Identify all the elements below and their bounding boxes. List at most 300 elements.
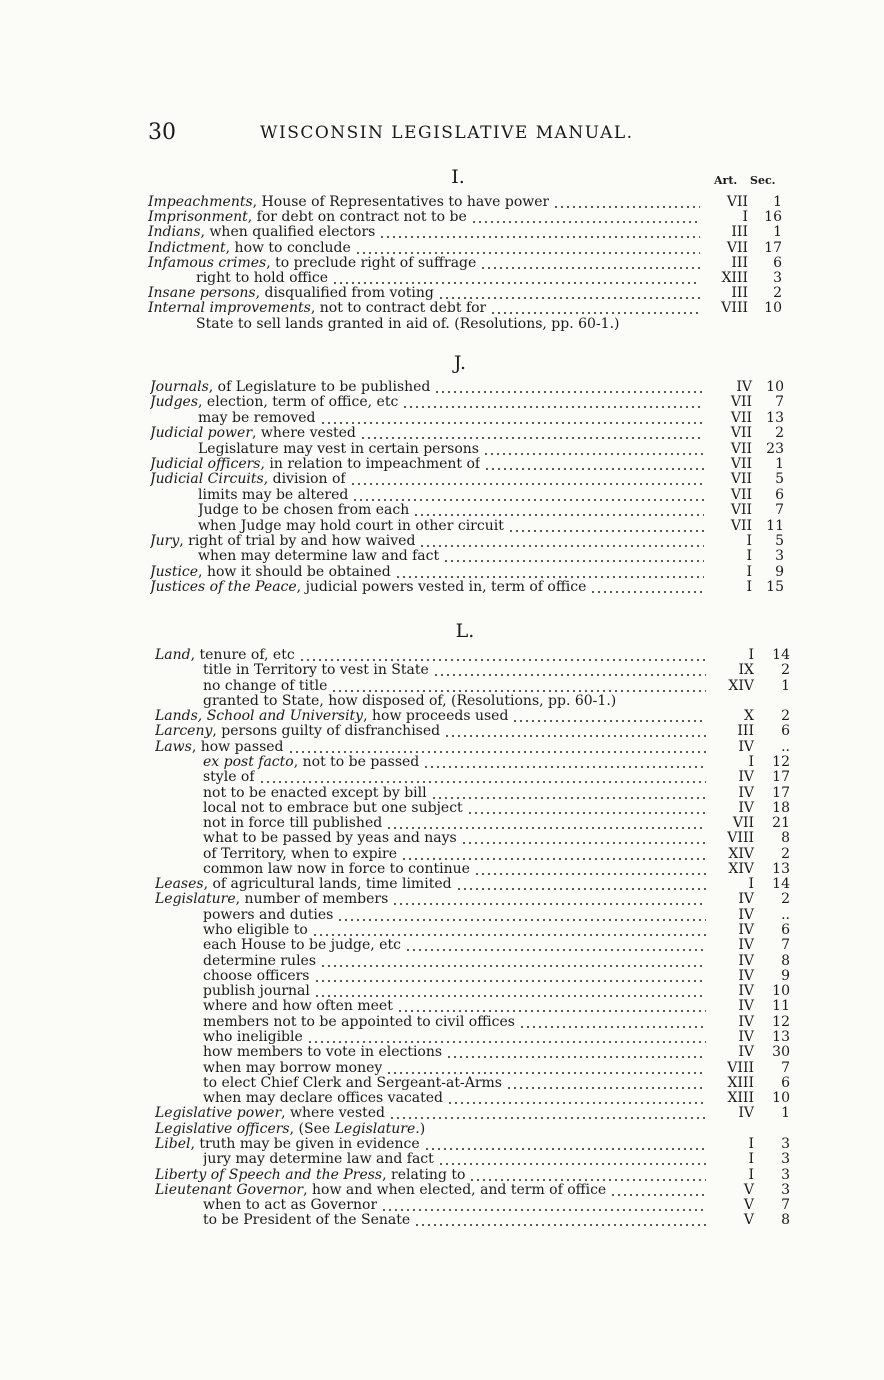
entry-description: limits may be altered xyxy=(198,487,349,503)
entry-description: , of agricultural lands, time limited xyxy=(203,877,452,893)
leader-dots xyxy=(484,468,704,470)
index-entry xyxy=(0,256,884,271)
article-number: XIV xyxy=(728,860,754,877)
section-number: 2 xyxy=(781,891,790,908)
leader-dots xyxy=(461,842,706,844)
section-number: 7 xyxy=(781,1059,790,1076)
leader-dots xyxy=(444,735,706,737)
leader-dots xyxy=(312,934,706,936)
entry-text xyxy=(198,503,409,518)
entry-term: Legislature xyxy=(155,892,236,908)
entry-description: State to sell lands granted in aid of. (Resolutions, pp. 60-1.) xyxy=(196,316,620,332)
index-entry xyxy=(0,786,884,801)
section-number: 3 xyxy=(781,1181,790,1198)
entry-term: Judicial Circuits xyxy=(150,472,264,488)
entry-text xyxy=(155,724,440,739)
entry-description: members not to be appointed to civil offices xyxy=(203,1014,515,1030)
entry-term: Land xyxy=(155,648,191,663)
entry-term: Legislative officers xyxy=(155,1121,290,1137)
entry-description: , persons guilty of disfranchised xyxy=(212,724,441,740)
entry-text xyxy=(150,565,391,580)
leader-dots xyxy=(508,530,704,532)
index-entry xyxy=(0,317,884,332)
entry-description: right to hold office xyxy=(196,271,329,286)
section-number: 3 xyxy=(775,548,784,565)
index-entry xyxy=(0,1152,884,1167)
entry-description: who eligible to xyxy=(203,923,308,939)
article-number: XIII xyxy=(721,270,748,286)
entry-text xyxy=(203,831,457,846)
index-entry xyxy=(0,663,884,678)
leader-dots xyxy=(288,751,706,753)
section-number: 6 xyxy=(773,254,782,271)
entry-text xyxy=(203,954,316,969)
article-number: VII xyxy=(730,502,752,519)
index-entry xyxy=(0,426,884,441)
article-number: IV xyxy=(738,998,754,1015)
section-letter: J. xyxy=(453,352,467,374)
entry-term: Legislative power xyxy=(155,1106,282,1122)
article-number: IV xyxy=(738,1044,754,1061)
leader-dots xyxy=(431,797,706,799)
index-entry xyxy=(0,380,884,395)
article-number: I xyxy=(746,579,752,596)
entry-description: , when qualified electors xyxy=(200,225,376,241)
leader-dots xyxy=(446,1056,706,1058)
section-number: 7 xyxy=(775,502,784,519)
entry-description: , not to be passed xyxy=(293,754,420,770)
entry-description: when to act as Governor xyxy=(203,1198,378,1214)
index-entry xyxy=(0,395,884,410)
entry-text xyxy=(203,1152,434,1167)
index-entry xyxy=(0,1122,884,1137)
section-number: 5 xyxy=(775,471,784,488)
section-number: 7 xyxy=(781,937,790,954)
article-number: IV xyxy=(738,922,754,939)
index-entry xyxy=(0,1045,884,1060)
article-number: VII xyxy=(730,486,752,503)
section-number: 13 xyxy=(772,1029,790,1045)
section-number: 2 xyxy=(781,708,790,725)
entry-description: , election, term of office, etc xyxy=(198,395,399,411)
article-number: V xyxy=(743,1197,754,1214)
entry-text xyxy=(203,938,401,953)
index-entry xyxy=(0,301,884,316)
section-number: 18 xyxy=(772,799,790,816)
leader-dots xyxy=(506,1087,706,1089)
entry-text xyxy=(150,534,415,549)
leader-dots xyxy=(360,437,704,439)
entry-term: Liberty of Speech and the Press xyxy=(155,1167,383,1183)
section-number: 1 xyxy=(775,456,784,472)
entry-text xyxy=(150,580,586,595)
index-entry xyxy=(0,770,884,785)
entry-description: publish journal xyxy=(203,984,310,1000)
entry-description: may be removed xyxy=(198,410,316,426)
entry-description: to be President of the Senate xyxy=(203,1213,411,1229)
entry-text xyxy=(148,195,549,210)
entry-text xyxy=(203,786,427,801)
section-number: 3 xyxy=(781,1135,790,1152)
entry-text xyxy=(203,694,616,709)
entry-description: , to preclude right of suffrage xyxy=(266,255,477,271)
entry-description: , how and when elected, and term of office xyxy=(303,1182,607,1198)
entry-text xyxy=(203,1213,410,1228)
entry-description: jury may determine law and fact xyxy=(203,1152,434,1168)
entry-text xyxy=(155,648,295,663)
leader-dots xyxy=(443,560,704,562)
article-number: VII xyxy=(730,394,752,411)
section-number: 23 xyxy=(766,440,784,457)
column-header-art: Art. xyxy=(714,174,738,187)
entry-description: Judge to be chosen from each xyxy=(198,503,410,519)
article-number: X xyxy=(744,708,754,725)
section-number: 2 xyxy=(775,425,784,442)
index-entry xyxy=(0,580,884,595)
entry-description: , number of members xyxy=(235,892,389,908)
article-number: IV xyxy=(738,769,754,786)
index-entry xyxy=(0,954,884,969)
section-number: 2 xyxy=(781,845,790,862)
article-number: I xyxy=(746,563,752,580)
entry-description-tail: ) xyxy=(419,1121,426,1137)
entry-text xyxy=(203,1015,515,1030)
entry-text xyxy=(198,442,479,457)
entry-description: , tenure of, etc xyxy=(190,648,295,663)
index-entry xyxy=(0,549,884,564)
index-entry xyxy=(0,1061,884,1076)
entry-text xyxy=(203,984,310,999)
index-entry xyxy=(0,724,884,739)
index-entry xyxy=(0,709,884,724)
index-entry xyxy=(0,999,884,1014)
entry-description: common law now in force to continue xyxy=(203,861,470,877)
leader-dots xyxy=(483,453,704,455)
leader-dots xyxy=(610,1194,706,1196)
leader-dots xyxy=(471,221,700,223)
index-entry xyxy=(0,877,884,892)
entry-text xyxy=(198,519,504,534)
entry-text xyxy=(203,770,255,785)
entry-text xyxy=(198,549,439,564)
index-entry xyxy=(0,801,884,816)
index-entry xyxy=(0,816,884,831)
article-number: IV xyxy=(738,891,754,908)
leader-dots xyxy=(590,591,704,593)
article-number: VII xyxy=(730,471,752,488)
section-number: 17 xyxy=(772,769,790,786)
entry-description: what to be passed by yeas and nays xyxy=(203,831,457,847)
entry-text xyxy=(203,847,397,862)
leader-dots xyxy=(389,1117,706,1119)
article-number: I xyxy=(748,647,754,663)
entry-text xyxy=(203,908,333,923)
section-number: 10 xyxy=(772,1090,790,1107)
entry-description: local not to embrace but one subject xyxy=(203,800,463,816)
index-entry xyxy=(0,679,884,694)
entry-text xyxy=(150,380,430,395)
leader-dots xyxy=(423,766,706,768)
entry-text xyxy=(203,923,308,938)
entry-term: Libel xyxy=(155,1136,191,1152)
section-number: 11 xyxy=(766,517,784,534)
index-entry xyxy=(0,1076,884,1091)
entry-text xyxy=(203,1198,377,1213)
leader-dots xyxy=(434,391,704,393)
leader-dots xyxy=(355,252,700,254)
article-number: IV xyxy=(738,983,754,1000)
section-number: 11 xyxy=(772,998,790,1015)
entry-description: Legislature may vest in certain persons xyxy=(198,441,479,457)
section-number: 6 xyxy=(781,1074,790,1091)
leader-dots xyxy=(395,576,704,578)
leader-dots xyxy=(379,236,700,238)
article-number: VIII xyxy=(721,300,748,317)
entry-description: when may borrow money xyxy=(203,1060,383,1076)
index-entry xyxy=(0,472,884,487)
index-entry xyxy=(0,534,884,549)
index-entry xyxy=(0,694,884,709)
section-number: 12 xyxy=(772,753,790,770)
entry-text xyxy=(203,801,463,816)
entry-term: Justices of the Peace xyxy=(150,580,297,596)
section-number: 7 xyxy=(775,394,784,411)
section-number: 6 xyxy=(781,723,790,740)
section-number: 6 xyxy=(775,486,784,503)
entry-description: , judicial powers vested in, term of office xyxy=(296,580,587,596)
article-number: III xyxy=(731,285,748,302)
section-number: 1 xyxy=(781,1105,790,1122)
section-number: 15 xyxy=(766,579,784,596)
entry-term: ex post facto xyxy=(203,754,294,770)
leader-dots xyxy=(386,1072,706,1074)
entry-description: , not to contract debt for xyxy=(310,301,487,317)
index-entry xyxy=(0,442,884,457)
section-number: 13 xyxy=(766,409,784,426)
section-number: 12 xyxy=(772,1013,790,1030)
article-number: III xyxy=(731,254,748,271)
leader-dots xyxy=(320,422,704,424)
entry-term: Insane persons xyxy=(148,286,256,302)
entry-description: not to be enacted except by bill xyxy=(203,785,427,801)
index-entry xyxy=(0,908,884,923)
article-number: IV xyxy=(738,1105,754,1122)
entry-term: Lands, School and University xyxy=(155,709,364,725)
section-number: 10 xyxy=(772,983,790,1000)
entry-description: , how proceeds used xyxy=(363,709,509,725)
section-number: 2 xyxy=(781,662,790,679)
index-entry xyxy=(0,1213,884,1228)
leader-dots xyxy=(433,674,706,676)
entry-description: of Territory, when to expire xyxy=(203,846,398,862)
section-number: 10 xyxy=(766,379,784,395)
section-number: 10 xyxy=(764,300,782,317)
section-number: .. xyxy=(781,738,790,755)
article-number: IV xyxy=(738,952,754,969)
index-entry xyxy=(0,923,884,938)
article-number: VII xyxy=(730,456,752,472)
article-number: IV xyxy=(738,1029,754,1045)
section-number: 14 xyxy=(772,876,790,893)
leader-dots xyxy=(480,267,700,269)
entry-text xyxy=(155,1183,606,1198)
article-number: VII xyxy=(730,409,752,426)
entry-description: , division of xyxy=(263,472,346,488)
leader-dots xyxy=(386,827,706,829)
entry-text xyxy=(150,426,356,441)
entry-term: Internal improvements xyxy=(148,301,311,317)
entry-description: , (See xyxy=(289,1121,335,1137)
page-number: 30 xyxy=(148,120,176,145)
entry-text xyxy=(155,877,452,892)
entry-description: each House to be judge, etc xyxy=(203,938,401,954)
index-entry xyxy=(0,241,884,256)
index-entry xyxy=(0,831,884,846)
article-number: IV xyxy=(738,967,754,984)
section-number: 13 xyxy=(772,860,790,877)
index-entry xyxy=(0,1183,884,1198)
entry-term: Jury xyxy=(150,534,180,549)
entry-description: when may declare offices vacated xyxy=(203,1091,444,1107)
entry-term: Impeachments xyxy=(148,195,253,210)
entry-description: when Judge may hold court in other circuit xyxy=(198,518,504,534)
column-header-sec: Sec. xyxy=(750,174,776,187)
leader-dots xyxy=(405,949,706,951)
article-number: III xyxy=(737,723,754,740)
entry-description: how members to vote in elections xyxy=(203,1045,443,1061)
index-entry xyxy=(0,969,884,984)
entry-description: style of xyxy=(203,770,255,786)
article-number: I xyxy=(748,876,754,893)
leader-dots xyxy=(438,297,700,299)
entry-description: who ineligible xyxy=(203,1030,303,1045)
leader-dots xyxy=(438,1163,706,1165)
index-entry xyxy=(0,503,884,518)
index-entry xyxy=(0,938,884,953)
article-number: VIII xyxy=(727,1059,754,1076)
section-number: 8 xyxy=(781,952,790,969)
entry-text xyxy=(196,317,620,332)
entry-description: choose officers xyxy=(203,968,310,984)
leader-dots xyxy=(350,483,704,485)
entry-text xyxy=(148,225,375,240)
leader-dots xyxy=(419,545,704,547)
index-entry xyxy=(0,225,884,240)
entry-term-ref: Legislature. xyxy=(334,1121,420,1137)
index-entry xyxy=(0,271,884,286)
article-number: IV xyxy=(738,1013,754,1030)
leader-dots xyxy=(512,720,706,722)
article-number: VII xyxy=(730,425,752,442)
entry-description: when may determine law and fact xyxy=(198,549,440,565)
leader-dots xyxy=(414,1224,706,1226)
entry-description: determine rules xyxy=(203,953,317,969)
section-letter: I. xyxy=(451,166,465,188)
entry-term: Judicial officers xyxy=(150,457,261,472)
entry-text xyxy=(155,1168,465,1183)
entry-text xyxy=(203,663,429,678)
section-number: 3 xyxy=(781,1166,790,1183)
article-number: VII xyxy=(732,815,754,832)
entry-term: Larceny xyxy=(155,724,213,740)
index-entry xyxy=(0,984,884,999)
entry-description: not in force till published xyxy=(203,816,383,832)
article-number: VII xyxy=(730,517,752,534)
article-number: XIII xyxy=(727,1090,754,1107)
leader-dots xyxy=(490,312,700,314)
article-number: I xyxy=(748,753,754,770)
article-number: IV xyxy=(738,906,754,923)
entry-description: , how to conclude xyxy=(225,240,351,256)
entry-text xyxy=(203,816,382,831)
entry-text xyxy=(150,472,346,487)
index-entry xyxy=(0,1198,884,1213)
article-number: VII xyxy=(730,440,752,457)
article-number: IV xyxy=(738,937,754,954)
article-number: VIII xyxy=(727,830,754,847)
entry-text xyxy=(203,969,310,984)
index-entry xyxy=(0,1030,884,1045)
article-number: XIV xyxy=(728,845,754,862)
entry-term: Judges xyxy=(150,395,199,411)
article-number: I xyxy=(746,548,752,565)
entry-description: , truth may be given in evidence xyxy=(190,1136,420,1152)
entry-term: Laws xyxy=(155,739,192,755)
index-entry xyxy=(0,411,884,426)
section-number: 17 xyxy=(772,784,790,801)
entry-text xyxy=(150,395,398,410)
entry-description: to elect Chief Clerk and Sergeant-at-Arms xyxy=(203,1075,502,1091)
entry-term: Justice xyxy=(150,564,199,580)
index-entry xyxy=(0,1106,884,1121)
leader-dots xyxy=(402,406,704,408)
section-number: 9 xyxy=(775,563,784,580)
leader-dots xyxy=(314,995,706,997)
leader-dots xyxy=(469,1179,706,1181)
entry-text xyxy=(203,999,393,1014)
leader-dots xyxy=(413,514,704,516)
entry-description: , where vested xyxy=(281,1106,386,1122)
entry-text xyxy=(155,892,388,907)
leader-dots xyxy=(474,873,706,875)
section-number: 1 xyxy=(781,677,790,694)
entry-description: , how it should be obtained xyxy=(198,564,391,580)
article-number: IV xyxy=(738,799,754,816)
entry-description: , in relation to impeachment of xyxy=(260,457,481,472)
entry-term: Journals xyxy=(150,380,209,395)
leader-dots xyxy=(467,812,706,814)
leader-dots xyxy=(299,659,706,661)
entry-description: , right of trial by and how waived xyxy=(179,534,416,549)
section-number: 8 xyxy=(781,1212,790,1229)
entry-description: where and how often meet xyxy=(203,999,393,1015)
index-entry xyxy=(0,210,884,225)
section-number: 5 xyxy=(775,533,784,549)
entry-text xyxy=(155,740,284,755)
entry-text xyxy=(203,755,419,770)
index-entry xyxy=(0,1137,884,1152)
section-number: 14 xyxy=(772,647,790,663)
leader-dots xyxy=(352,499,704,501)
entry-text xyxy=(148,256,476,271)
section-number: 6 xyxy=(781,922,790,939)
index-entry xyxy=(0,847,884,862)
index-entry xyxy=(0,286,884,301)
index-entry xyxy=(0,195,884,210)
section-number: 1 xyxy=(773,224,782,241)
page-header xyxy=(148,120,788,144)
article-number: VII xyxy=(726,194,748,210)
